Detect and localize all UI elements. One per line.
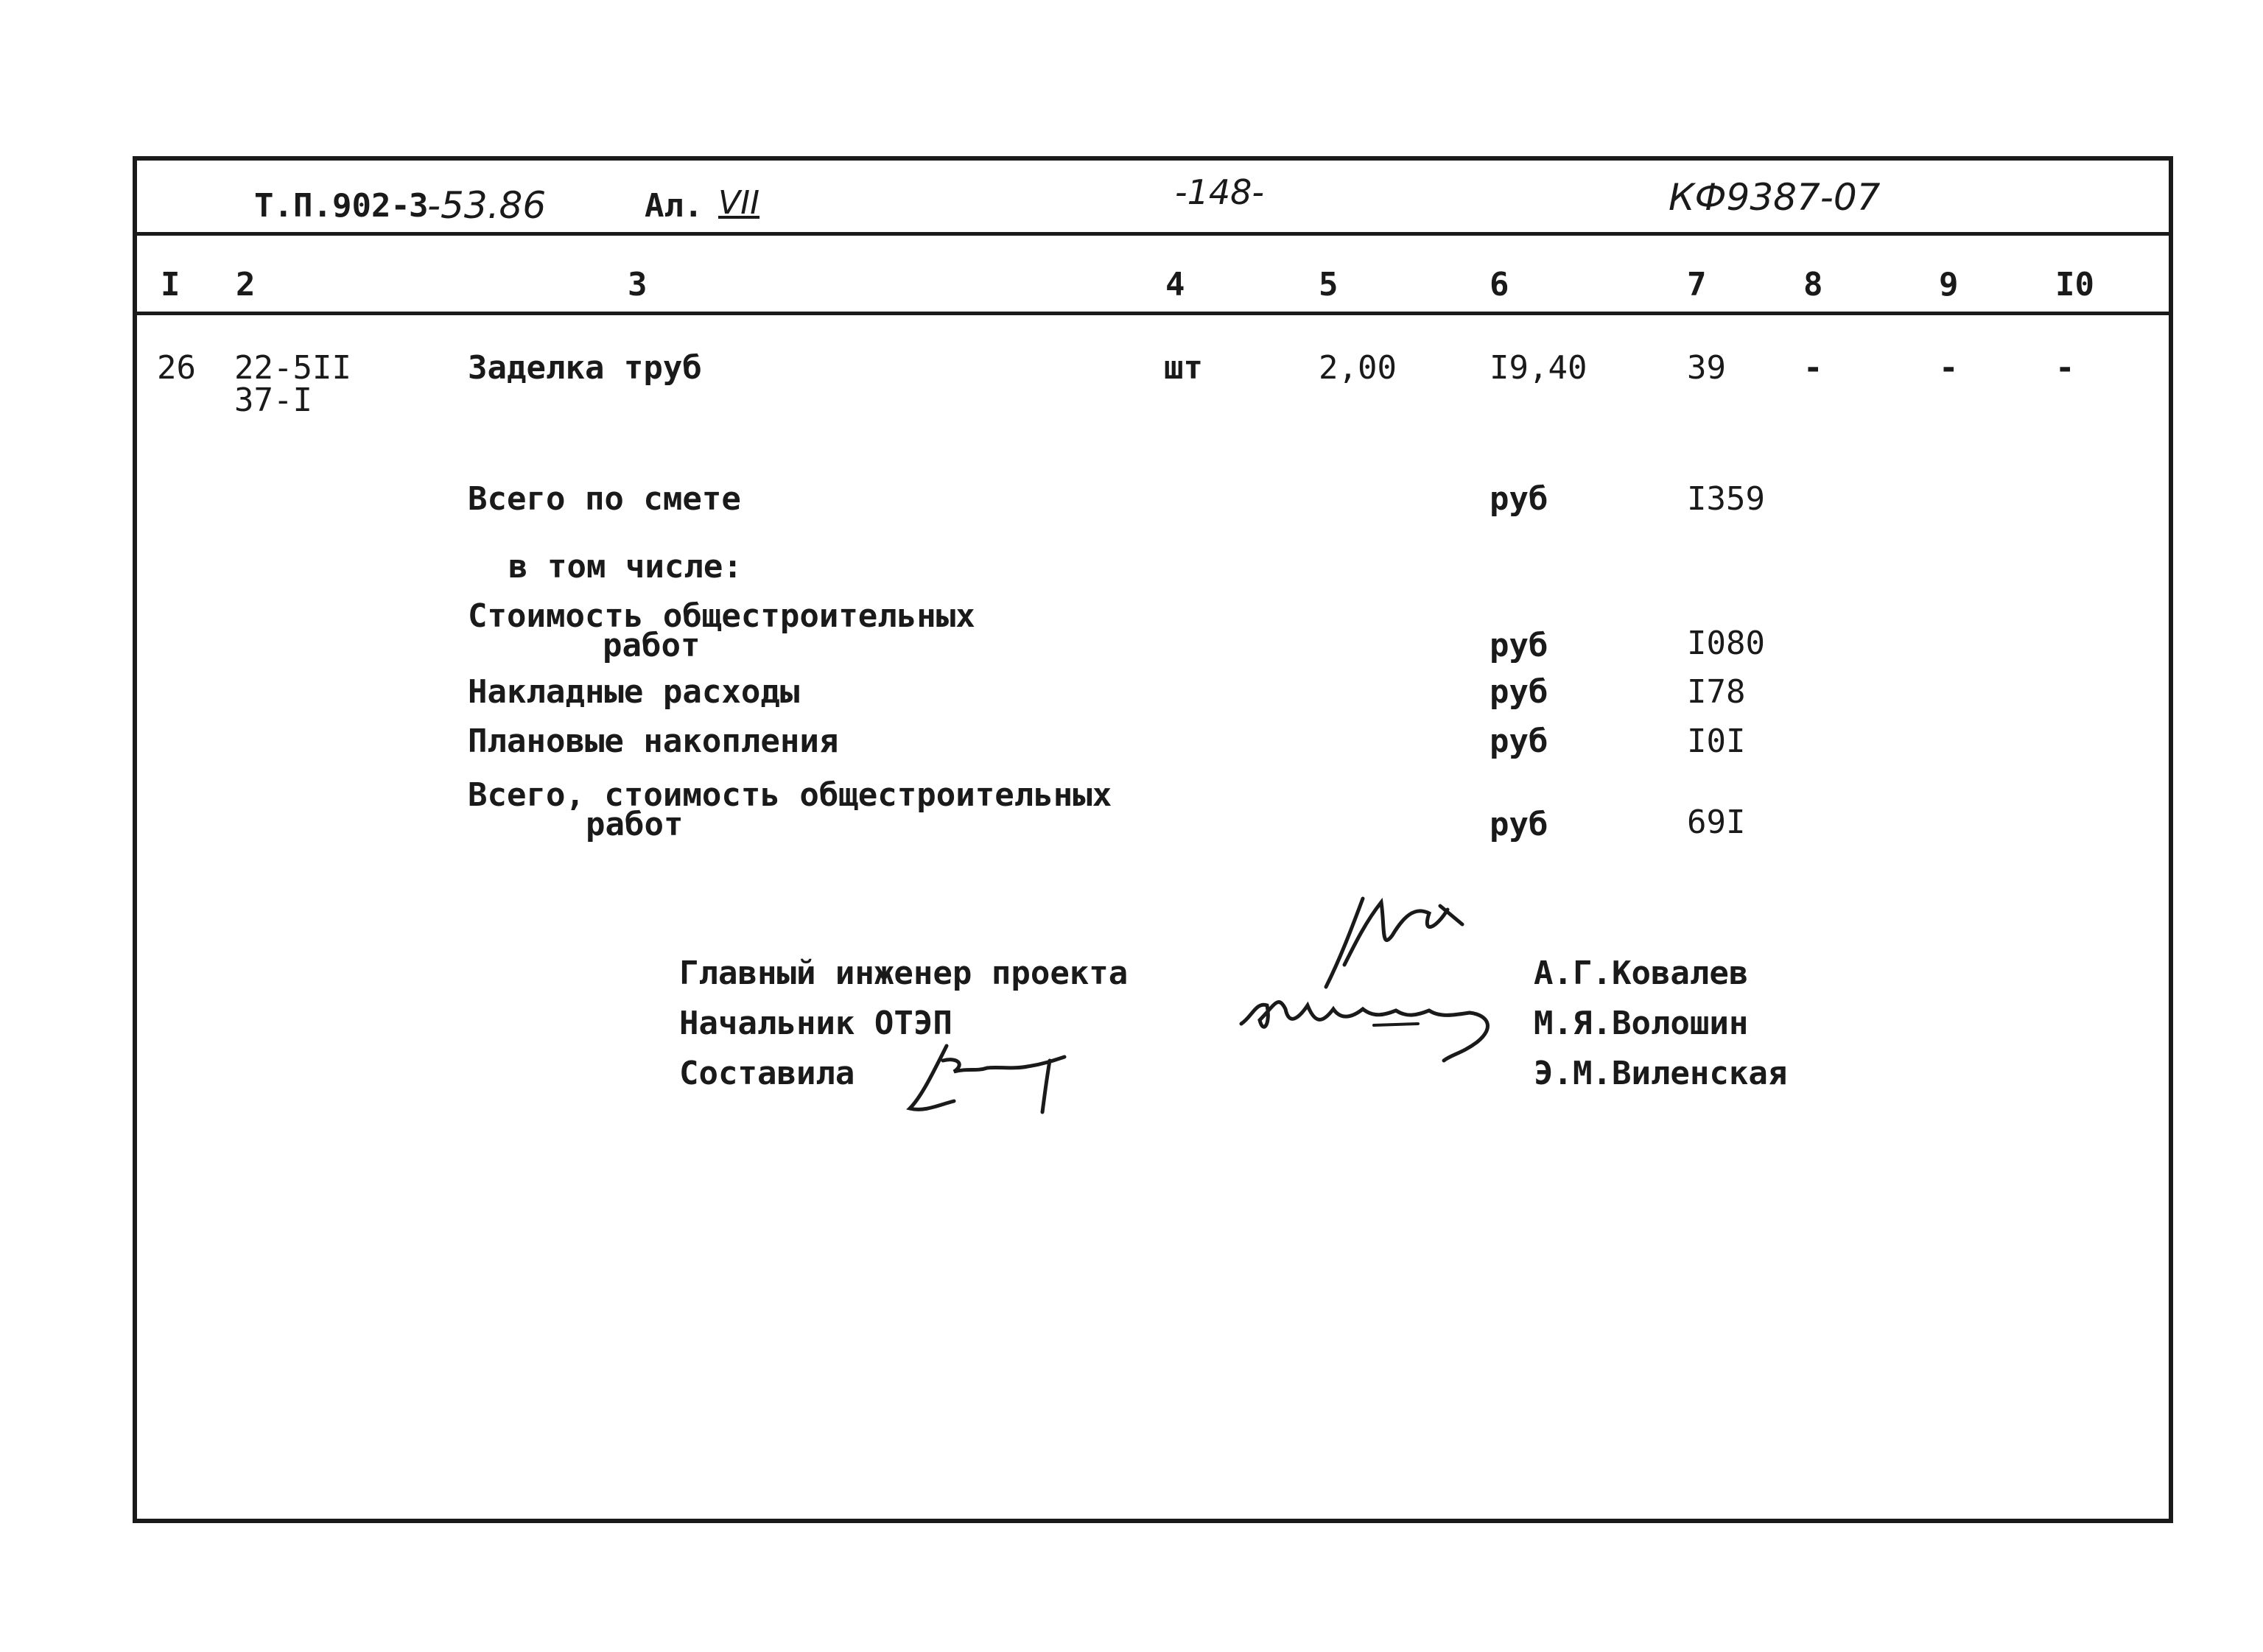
total-label: Всего по смете: [468, 480, 741, 518]
row-col10: -: [2055, 349, 2075, 387]
row-code-line2: 37-I: [234, 382, 312, 419]
row-col8: -: [1803, 349, 1823, 387]
series-label: Т.П.902-: [254, 187, 410, 225]
column-header-5: 5: [1319, 266, 1338, 303]
compiled-by-label: Составила: [679, 1055, 855, 1092]
row-unit: шт: [1164, 349, 1203, 387]
header-divider: [135, 232, 2171, 236]
grand-total-label-line1: Всего, стоимость общестроительных: [468, 776, 1112, 814]
page-number: -148-: [1175, 172, 1264, 212]
row-code-line1: 22-5II: [234, 349, 351, 387]
department-head-signature: [1234, 972, 1514, 1068]
column-header-6: 6: [1490, 266, 1509, 303]
overhead-label: Накладные расходы: [468, 673, 800, 711]
general-works-label-line2: работ: [603, 627, 701, 664]
column-header-2: 2: [236, 266, 256, 303]
compiled-by-signature: [902, 1031, 1087, 1120]
column-header-4: 4: [1165, 266, 1185, 303]
document-frame: [133, 156, 2173, 1523]
document-code: КФ9387-07: [1669, 176, 1881, 219]
column-header-8: 8: [1803, 266, 1823, 303]
general-works-value: I080: [1687, 625, 1765, 662]
chief-engineer-name: А.Г.Ковалев: [1534, 955, 1749, 992]
column-header-9: 9: [1939, 266, 1959, 303]
compiled-by-name: Э.М.Виленская: [1534, 1055, 1788, 1092]
row-name: Заделка труб: [468, 349, 702, 387]
album-label: Ал.: [645, 187, 704, 225]
planned-savings-unit: руб: [1490, 723, 1548, 760]
series-number: 3: [409, 187, 429, 225]
planned-savings-label: Плановые накопления: [468, 723, 839, 760]
total-unit: руб: [1490, 480, 1548, 518]
overhead-value: I78: [1687, 673, 1746, 711]
overhead-unit: руб: [1490, 673, 1548, 711]
column-header-3: 3: [628, 266, 648, 303]
row-number: 26: [157, 349, 196, 387]
department-head-name: М.Я.Волошин: [1534, 1005, 1749, 1042]
grand-total-unit: руб: [1490, 806, 1548, 843]
grand-total-label-line2: работ: [586, 806, 684, 843]
general-works-label-line1: Стоимость общестроительных: [468, 597, 975, 635]
album-number: VII: [718, 184, 760, 222]
column-header-1: I: [161, 266, 180, 303]
column-header-divider: [135, 312, 2171, 315]
general-works-unit: руб: [1490, 627, 1548, 664]
row-quantity: 2,00: [1319, 349, 1397, 387]
grand-total-value: 69I: [1687, 804, 1746, 841]
column-header-7: 7: [1687, 266, 1707, 303]
series-number-handwritten: -53.86: [427, 184, 547, 227]
planned-savings-value: I0I: [1687, 723, 1746, 760]
including-label: в том числе:: [508, 548, 743, 586]
chief-engineer-label: Главный инженер проекта: [679, 955, 1129, 992]
total-value: I359: [1687, 480, 1765, 518]
row-col9: -: [1939, 349, 1959, 387]
row-total: 39: [1687, 349, 1726, 387]
department-head-label: Начальник ОТЭП: [679, 1005, 952, 1042]
row-price: I9,40: [1490, 349, 1587, 387]
column-header-10: I0: [2055, 266, 2094, 303]
